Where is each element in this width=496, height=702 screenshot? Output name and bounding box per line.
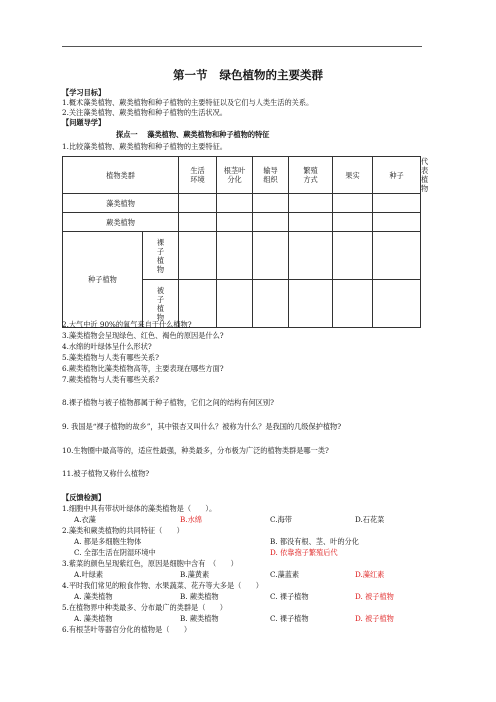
fb-q3-c: C.藻蓝素	[270, 570, 300, 579]
header-fruit: 果实	[333, 157, 373, 194]
table-row	[63, 232, 421, 280]
header-plant-group: 植物类群	[63, 157, 179, 194]
goals-heading: 【学习目标】	[62, 88, 106, 97]
fb-q4-a: A. 藻类植物	[74, 592, 113, 601]
question-1: 1.比较藻类植物、蕨类植物和种子植物的主要特征。	[62, 142, 227, 151]
fb-q3-a: A.叶绿素	[74, 570, 104, 579]
fb-q5-c: C. 裸子植物	[270, 614, 309, 623]
point-title: 探点一 藻类植物、蕨类植物和种子植物的特征	[116, 130, 270, 139]
fb-q1-b: B.水绵	[180, 515, 202, 524]
feedback-heading: 【反馈检测】	[62, 493, 106, 502]
fb-q1-d: D.石花菜	[355, 515, 385, 524]
question-9: 9. 我国是“裸子植物的故乡”，其中银杏又叫什么？被称为什么？是我国的几级保护植物?	[62, 422, 342, 431]
fb-q4-b: B. 蕨类植物	[180, 592, 219, 601]
question-5: 5.藻类植物与人类有哪些关系?	[62, 353, 159, 362]
question-6: 6.蕨类植物比藻类植物高等，主要表现在哪些方面?	[62, 364, 224, 373]
header-environment: 生活 环境	[179, 157, 217, 194]
fb-q5-stem: 5.在植物界中种类最多、分布最广的类群是（ ）	[62, 603, 227, 612]
fb-q1-c: C.海带	[270, 515, 292, 524]
guide-heading: 【问题导学】	[62, 118, 106, 127]
question-7: 7.蕨类植物与人类有哪些关系?	[62, 375, 159, 384]
question-8: 8.裸子植物与被子植物都属于种子植物，它们之间的结构有何区别?	[62, 398, 274, 407]
sub-label-angiosperm: 被 子 植 物	[143, 280, 179, 328]
fb-q5-b: B. 蕨类植物	[180, 614, 219, 623]
header-vascular-tissue: 输导 组织	[253, 157, 289, 194]
question-3: 3.藻类植物会呈现绿色、红色、褐色的原因是什么?	[62, 331, 224, 340]
fb-q5-a: A. 藻类植物	[74, 614, 113, 623]
section-name: 绿色植物的主要类群	[219, 68, 323, 82]
row-label-algae: 藻类植物	[63, 194, 179, 213]
header-reproduction: 繁殖 方式	[289, 157, 333, 194]
fb-q2-a: A. 都是多细胞生物体	[74, 537, 142, 546]
header-organ-differentiation: 根茎叶 分化	[217, 157, 253, 194]
fb-q3-b: B.藻黄素	[180, 570, 210, 579]
fb-q2-b: B. 都没有根、茎、叶的分化	[270, 537, 359, 546]
fb-q6-stem: 6.有根茎叶等器官分化的植物是（ ）	[62, 625, 192, 634]
header-rule	[62, 46, 422, 47]
section-number: 第一节	[173, 68, 208, 82]
header-seed: 种子	[373, 157, 421, 194]
fb-q5-d: D. 被子植物	[355, 614, 394, 623]
fb-q2-d: D. 依靠孢子繁殖后代	[270, 548, 338, 557]
fb-q4-stem: 4.平时我们常见的粮食作物、水果蔬菜、花卉等大多是（ ）	[62, 581, 263, 590]
question-2: 2.大气中近 90%的氧气来自于什么植物?	[62, 320, 192, 329]
fb-q4-d: D. 被子植物	[355, 592, 394, 601]
table-header-row: 植物类群 生活 环境 根茎叶 分化 输导 组织 繁殖 方式 果实 种子 代表植 物	[63, 157, 421, 194]
fb-q1-a: A.衣藻	[74, 515, 96, 524]
fb-q1-stem: 1.细胞中具有带状叶绿体的藻类植物是（ ）。	[62, 504, 217, 513]
fb-q3-d: D.藻红素	[355, 570, 385, 579]
sub-label-gymnosperm: 裸 子 植 物	[143, 232, 179, 280]
comparison-table	[62, 156, 429, 328]
question-4: 4.水绵的叶绿体呈什么形状?	[62, 342, 152, 351]
fb-q2-c: C. 全部生活在阴湿环境中	[74, 548, 156, 557]
fb-q2-stem: 2.藻类和蕨类植物的共同特征（ ）	[62, 526, 184, 535]
table-row	[63, 213, 421, 232]
goal-2: 2.关注藻类植物、蕨类植物和种子植物的生活状况。	[62, 108, 227, 117]
page-title	[0, 67, 496, 83]
row-label-seed: 种子植物	[63, 232, 143, 328]
question-11: 11.被子植物又称什么植物?	[62, 469, 150, 478]
fb-q3-stem: 3.紫菜的颜色呈现紫红色，原因是细胞中含有 （ ）	[62, 559, 238, 568]
goal-1: 1.概术藻类植物、蕨类植物和种子植物的主要特征以及它们与人类生活的关系。	[62, 98, 314, 107]
fb-q4-c: C. 裸子植物	[270, 592, 309, 601]
table-row	[63, 194, 421, 213]
row-label-fern: 蕨类植物	[63, 213, 179, 232]
question-10: 10.生物圈中最高等的，适应性最强，种类最多，分布极为广泛的植物类群是哪一类?	[62, 446, 329, 455]
